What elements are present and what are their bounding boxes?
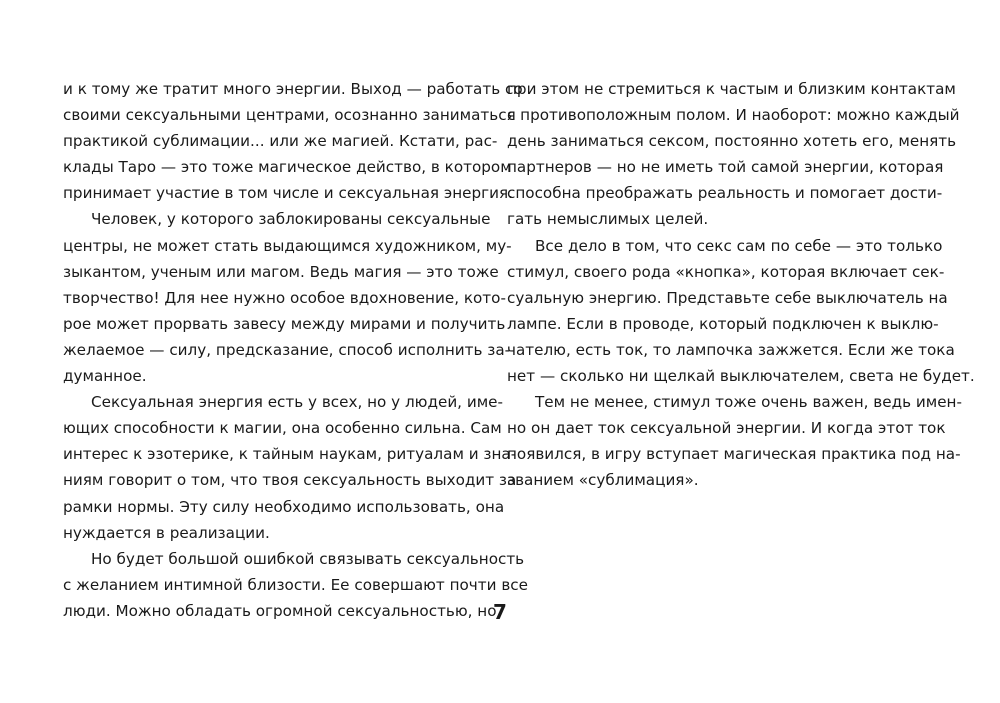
text-line: суальную энергию. Представьте себе выключатель на	[507, 288, 948, 307]
text-line: появился, в игру вступает магическая практика под на-	[507, 445, 961, 464]
text-line: гать немыслимых целей.	[507, 210, 709, 229]
text-line: зыкантом, ученым или магом. Ведь магия — это тоже	[63, 262, 499, 281]
text-line: Сексуальная энергия есть у всех, но у людей, име-	[91, 393, 503, 412]
text-line: рое может прорвать завесу между мирами и получить	[63, 314, 506, 333]
text-line: нуждается в реализации.	[63, 523, 270, 542]
text-line: лампе. Если в проводе, который подключен к выклю-	[507, 314, 939, 333]
text-line: день заниматься сексом, постоянно хотеть его, менять	[507, 132, 957, 151]
text-line: партнеров — но не иметь той самой энергии, которая	[507, 158, 944, 177]
text-line: чателю, есть ток, то лампочка зажжется. Если же тока	[507, 340, 955, 359]
text-line: ниям говорит о том, что твоя сексуальность выходит за	[63, 471, 517, 490]
text-line: творчество! Для нее нужно особое вдохновение, кото-	[63, 288, 506, 307]
text-line: при этом не стремиться к частым и близким контактам	[507, 80, 956, 98]
text-line: думанное.	[63, 367, 147, 386]
text-line: практикой сублимации... или же магией. Кстати, рас-	[63, 132, 498, 151]
text-line: Человек, у которого заблокированы сексуальные	[91, 210, 491, 229]
text-line: Но будет большой ошибкой связывать сексуальность	[91, 549, 525, 568]
text-line: рамки нормы. Эту силу необходимо использовать, она	[63, 497, 505, 516]
text-line: нет — сколько ни щелкай выключателем, света не будет.	[507, 367, 975, 386]
text-line: желаемое — силу, предсказание, способ исполнить за-	[63, 340, 511, 359]
text-line: и к тому же тратит много энергии. Выход — работать со	[63, 80, 523, 98]
text-line: центры, не может стать выдающимся художником, му-	[63, 236, 512, 255]
page-number: 7	[493, 600, 507, 624]
text-line: способна преображать реальность и помогает дости-	[507, 184, 943, 203]
text-line: с противоположным полом. И наоборот: можно каждый	[507, 106, 960, 125]
text-line: принимает участие в том числе и сексуальная энергия.	[63, 184, 513, 203]
text-line: Тем не менее, стимул тоже очень важен, ведь имен-	[535, 393, 962, 412]
text-line: званием «сублимация».	[507, 471, 699, 490]
text-line: но он дает ток сексуальной энергии. И когда этот ток	[507, 419, 946, 438]
text-line: Все дело в том, что секс сам по себе — это только	[535, 236, 943, 255]
text-line: с желанием интимной близости. Ее совершают почти все	[63, 575, 528, 594]
left-text-column	[63, 76, 528, 624]
text-line: интерес к эзотерике, к тайным наукам, ритуалам и зна-	[63, 445, 517, 464]
text-line: своими сексуальными центрами, осознанно заниматься	[63, 106, 516, 125]
text-line: люди. Можно обладать огромной сексуальностью, но	[63, 601, 497, 620]
text-line: стимул, своего рода «кнопка», которая включает сек-	[507, 262, 945, 281]
right-text-column	[507, 76, 975, 494]
text-line: клады Таро — это тоже магическое действо, в котором	[63, 158, 512, 177]
text-line: ющих способности к магии, она особенно сильна. Сам	[63, 419, 502, 438]
